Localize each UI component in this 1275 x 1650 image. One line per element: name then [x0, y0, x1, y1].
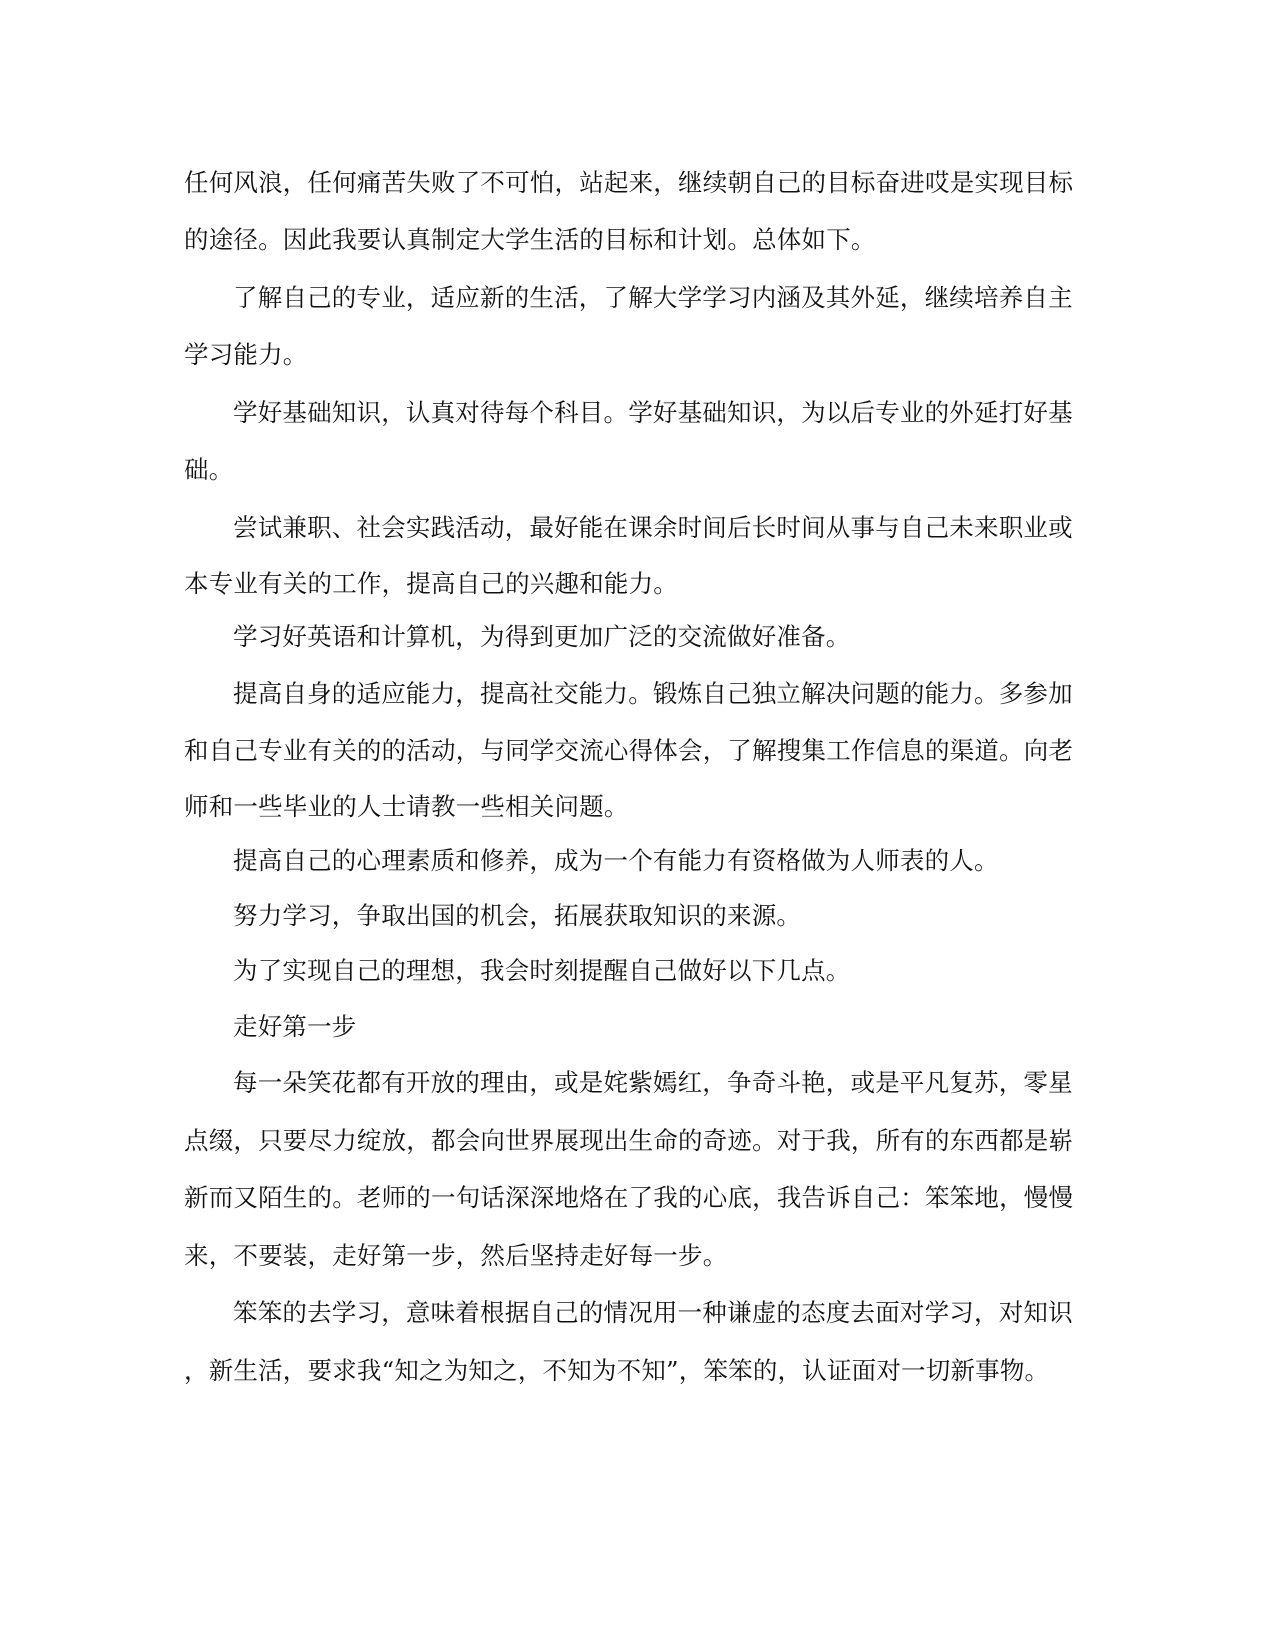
text-line: 学习能力。 — [184, 340, 308, 369]
text-line: 尝试兼职、社会实践活动，最好能在课余时间后长时间从事与自己未来职业或 — [233, 513, 1073, 542]
text-line: 努力学习，争取出国的机会，拓展获取知识的来源。 — [233, 901, 802, 930]
text-line: 点缀，只要尽力绽放，都会向世界展现出生命的奇迹。对于我，所有的东西都是崭 — [184, 1126, 1074, 1155]
text-line: 了解自己的专业，适应新的生活，了解大学学习内涵及其外延，继续培养自主 — [233, 283, 1073, 312]
text-line: 笨笨的去学习，意味着根据自己的情况用一种谦虚的态度去面对学习，对知识 — [233, 1298, 1073, 1327]
text-line: 来，不要装，走好第一步，然后坚持走好每一步。 — [184, 1241, 728, 1270]
text-line: 本专业有关的工作，提高自己的兴趣和能力。 — [184, 569, 678, 598]
text-line: 新而又陌生的。老师的一句话深深地烙在了我的心底，我告诉自己：笨笨地，慢慢 — [184, 1183, 1074, 1212]
text-line: 学好基础知识，认真对待每个科目。学好基础知识，为以后专业的外延打好基 — [233, 398, 1073, 427]
text-line: 提高自身的适应能力，提高社交能力。锻炼自己独立解决问题的能力。多参加 — [233, 679, 1073, 708]
text-line: 提高自己的心理素质和修养，成为一个有能力有资格做为人师表的人。 — [233, 846, 999, 875]
text-line: 础。 — [184, 455, 234, 484]
text-line: 为了实现自己的理想，我会时刻提醒自己做好以下几点。 — [233, 956, 851, 985]
text-line: 每一朵笑花都有开放的理由，或是姹紫嫣红，争奇斗艳，或是平凡复苏，零星 — [233, 1068, 1073, 1097]
text-line: ，新生活，要求我“知之为知之，不知为不知”，笨笨的，认证面对一切新事物。 — [184, 1356, 1050, 1385]
section-heading: 走好第一步 — [233, 1012, 357, 1041]
text-line: 学习好英语和计算机，为得到更加广泛的交流做好准备。 — [233, 622, 851, 651]
text-line: 的途径。因此我要认真制定大学生活的目标和计划。总体如下。 — [184, 225, 876, 254]
text-line: 师和一些毕业的人士请教一些相关问题。 — [184, 792, 629, 821]
text-line: 和自己专业有关的的活动，与同学交流心得体会，了解搜集工作信息的渠道。向老 — [184, 736, 1074, 765]
text-line: 任何风浪，任何痛苦失败了不可怕，站起来，继续朝自己的目标奋进哎是实现目标 — [184, 168, 1074, 197]
